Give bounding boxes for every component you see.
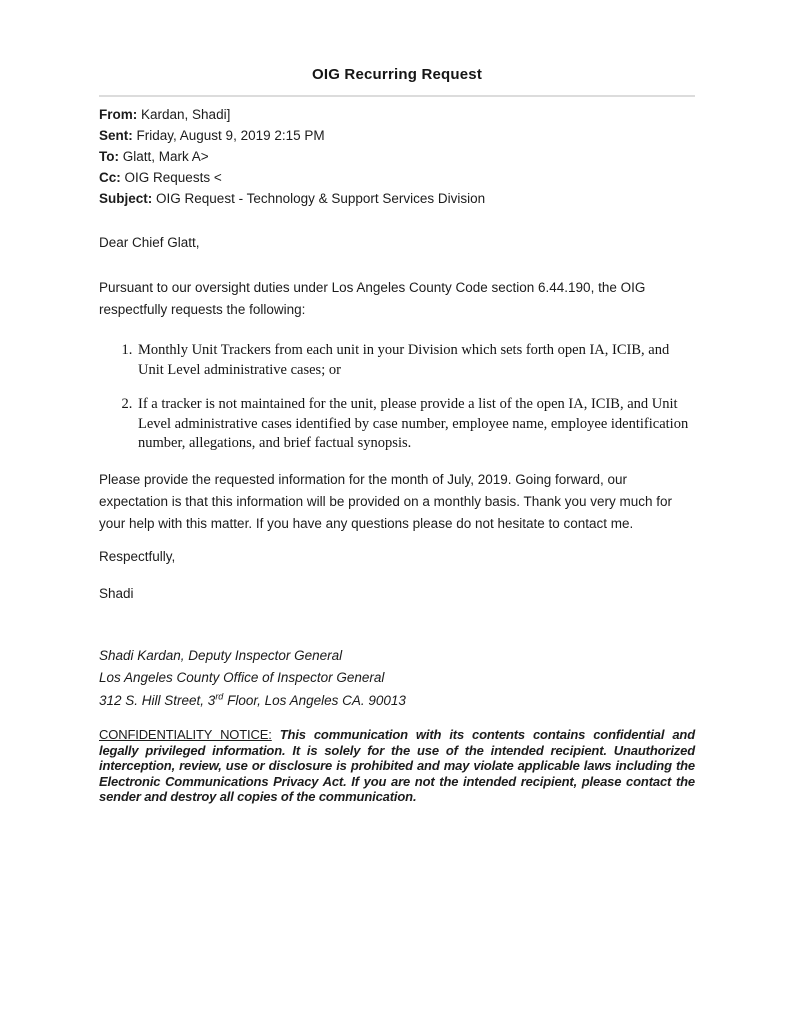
header-row-to (99, 146, 695, 167)
confidentiality-text: This communication with its contents contains confidential and legally privileged information. It is solely for the use of the intended recipient. Unauthorized interception, review, use or disclosure is prohibited and may violate applicable laws including the Electronic Communications Privacy Act. If you are not the intended recipient, please contact the sender and destroy all copies of the communication. (99, 727, 695, 804)
to-label: To: (99, 149, 119, 164)
to-value: Glatt, Mark A> (122, 149, 209, 164)
header-row-cc (99, 167, 695, 188)
sent-label: Sent: (99, 128, 133, 143)
header-row-sent (99, 125, 695, 146)
signature-organization: Los Angeles County Office of Inspector General (99, 670, 385, 685)
closing-paragraph: Please provide the requested information for the month of July, 2019. Going forward, our expectation is that this information will be provided on a monthly basis. Thank you very much for your help with this matter. If you have any questions please do not hesitate to contact me. (99, 471, 673, 531)
salutation: Dear Chief Glatt, (99, 235, 200, 250)
cc-value: OIG Requests < (124, 170, 222, 185)
cc-label: Cc: (99, 170, 121, 185)
header-row-from (99, 104, 695, 125)
ordinal-superscript: rd (215, 691, 224, 701)
request-item-1: 1. Monthly Unit Trackers from each unit in your Division which sets forth open IA, ICIB, and Unit Level administrative cases; or (136, 341, 694, 380)
document-content (99, 66, 695, 805)
request-item-2: 2. If a tracker is not maintained for the unit, please provide a list of the open IA, ICIB, and Unit Level administrative cases identified by case number, employee name, employee identification number, allegations, and brief factual synopsis. (136, 395, 694, 454)
header-row-subject (99, 188, 695, 209)
from-label: From: (99, 107, 138, 122)
valediction: Respectfully, (99, 548, 176, 564)
email-header (99, 104, 695, 209)
signature-name-title: Shadi Kardan, Deputy Inspector General (99, 647, 343, 663)
request-list (99, 341, 695, 454)
confidentiality-label: CONFIDENTIALITY NOTICE: (99, 727, 272, 742)
title-divider (99, 95, 695, 97)
signature-block (99, 645, 695, 713)
page-title: OIG Recurring Request (311, 66, 483, 83)
from-value: Kardan, Shadi] (141, 107, 231, 122)
subject-value: OIG Request - Technology & Support Services Division (156, 191, 486, 206)
signed-name: Shadi (99, 585, 134, 601)
intro-paragraph: Pursuant to our oversight duties under Los Angeles County Code section 6.44.190, the OIG respectfully requests the following: (99, 280, 646, 317)
sent-value: Friday, August 9, 2019 2:15 PM (136, 128, 325, 143)
subject-label: Subject: (99, 191, 153, 206)
signature-address: 312 S. Hill Street, 3rd Floor, Los Angeles CA. 90013 (99, 691, 406, 708)
confidentiality-notice (99, 727, 695, 805)
